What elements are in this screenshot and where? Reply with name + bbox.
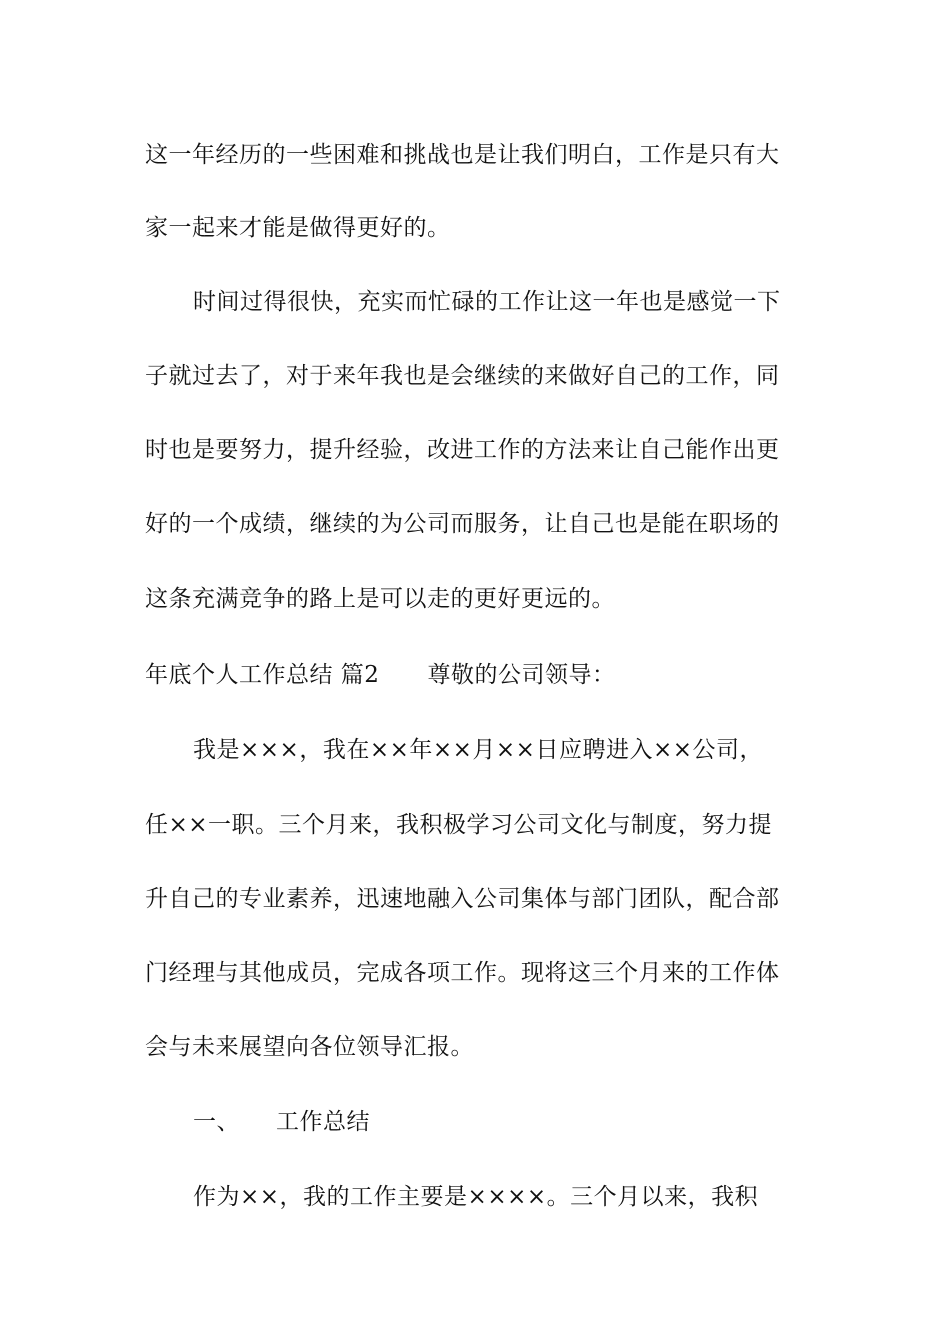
paragraph-line: 好的一个成绩，继续的为公司而服务，让自己也是能在职场的 [145, 511, 780, 537]
paragraph-line: 时也是要努力，提升经验，改进工作的方法来让自己能作出更 [145, 437, 780, 463]
salutation: 尊敬的公司领导： [427, 662, 616, 688]
section-title-text: 工作总结 [276, 1109, 370, 1135]
paragraph-line: 子就过去了，对于来年我也是会继续的来做好自己的工作，同 [145, 363, 780, 389]
paragraph-line: 门经理与其他成员，完成各项工作。现将这三个月来的工作体 [145, 960, 780, 986]
paragraph-line: 作为××，我的工作主要是××××。三个月以来，我积 [193, 1184, 759, 1210]
paragraph-line: 任××一职。三个月来，我积极学习公司文化与制度，努力提 [145, 812, 773, 838]
paragraph-line: 这条充满竞争的路上是可以走的更好更远的。 [145, 586, 615, 612]
paragraph-line: 我是×××，我在××年××月××日应聘进入××公司， [193, 737, 763, 763]
paragraph-line: 升自己的专业素养，迅速地融入公司集体与部门团队，配合部 [145, 886, 780, 912]
section-number: 一、 [193, 1109, 240, 1135]
paragraph-line: 时间过得很快，充实而忙碌的工作让这一年也是感觉一下 [193, 289, 781, 315]
section-title [193, 1107, 370, 1137]
paragraph-line: 这一年经历的一些困难和挑战也是让我们明白，工作是只有大 [145, 142, 780, 168]
section-heading-line [145, 660, 615, 690]
article-title: 年底个人工作总结 篇2 [145, 662, 380, 688]
paragraph-line: 会与未来展望向各位领导汇报。 [145, 1034, 474, 1060]
paragraph-line: 家一起来才能是做得更好的。 [145, 215, 451, 241]
